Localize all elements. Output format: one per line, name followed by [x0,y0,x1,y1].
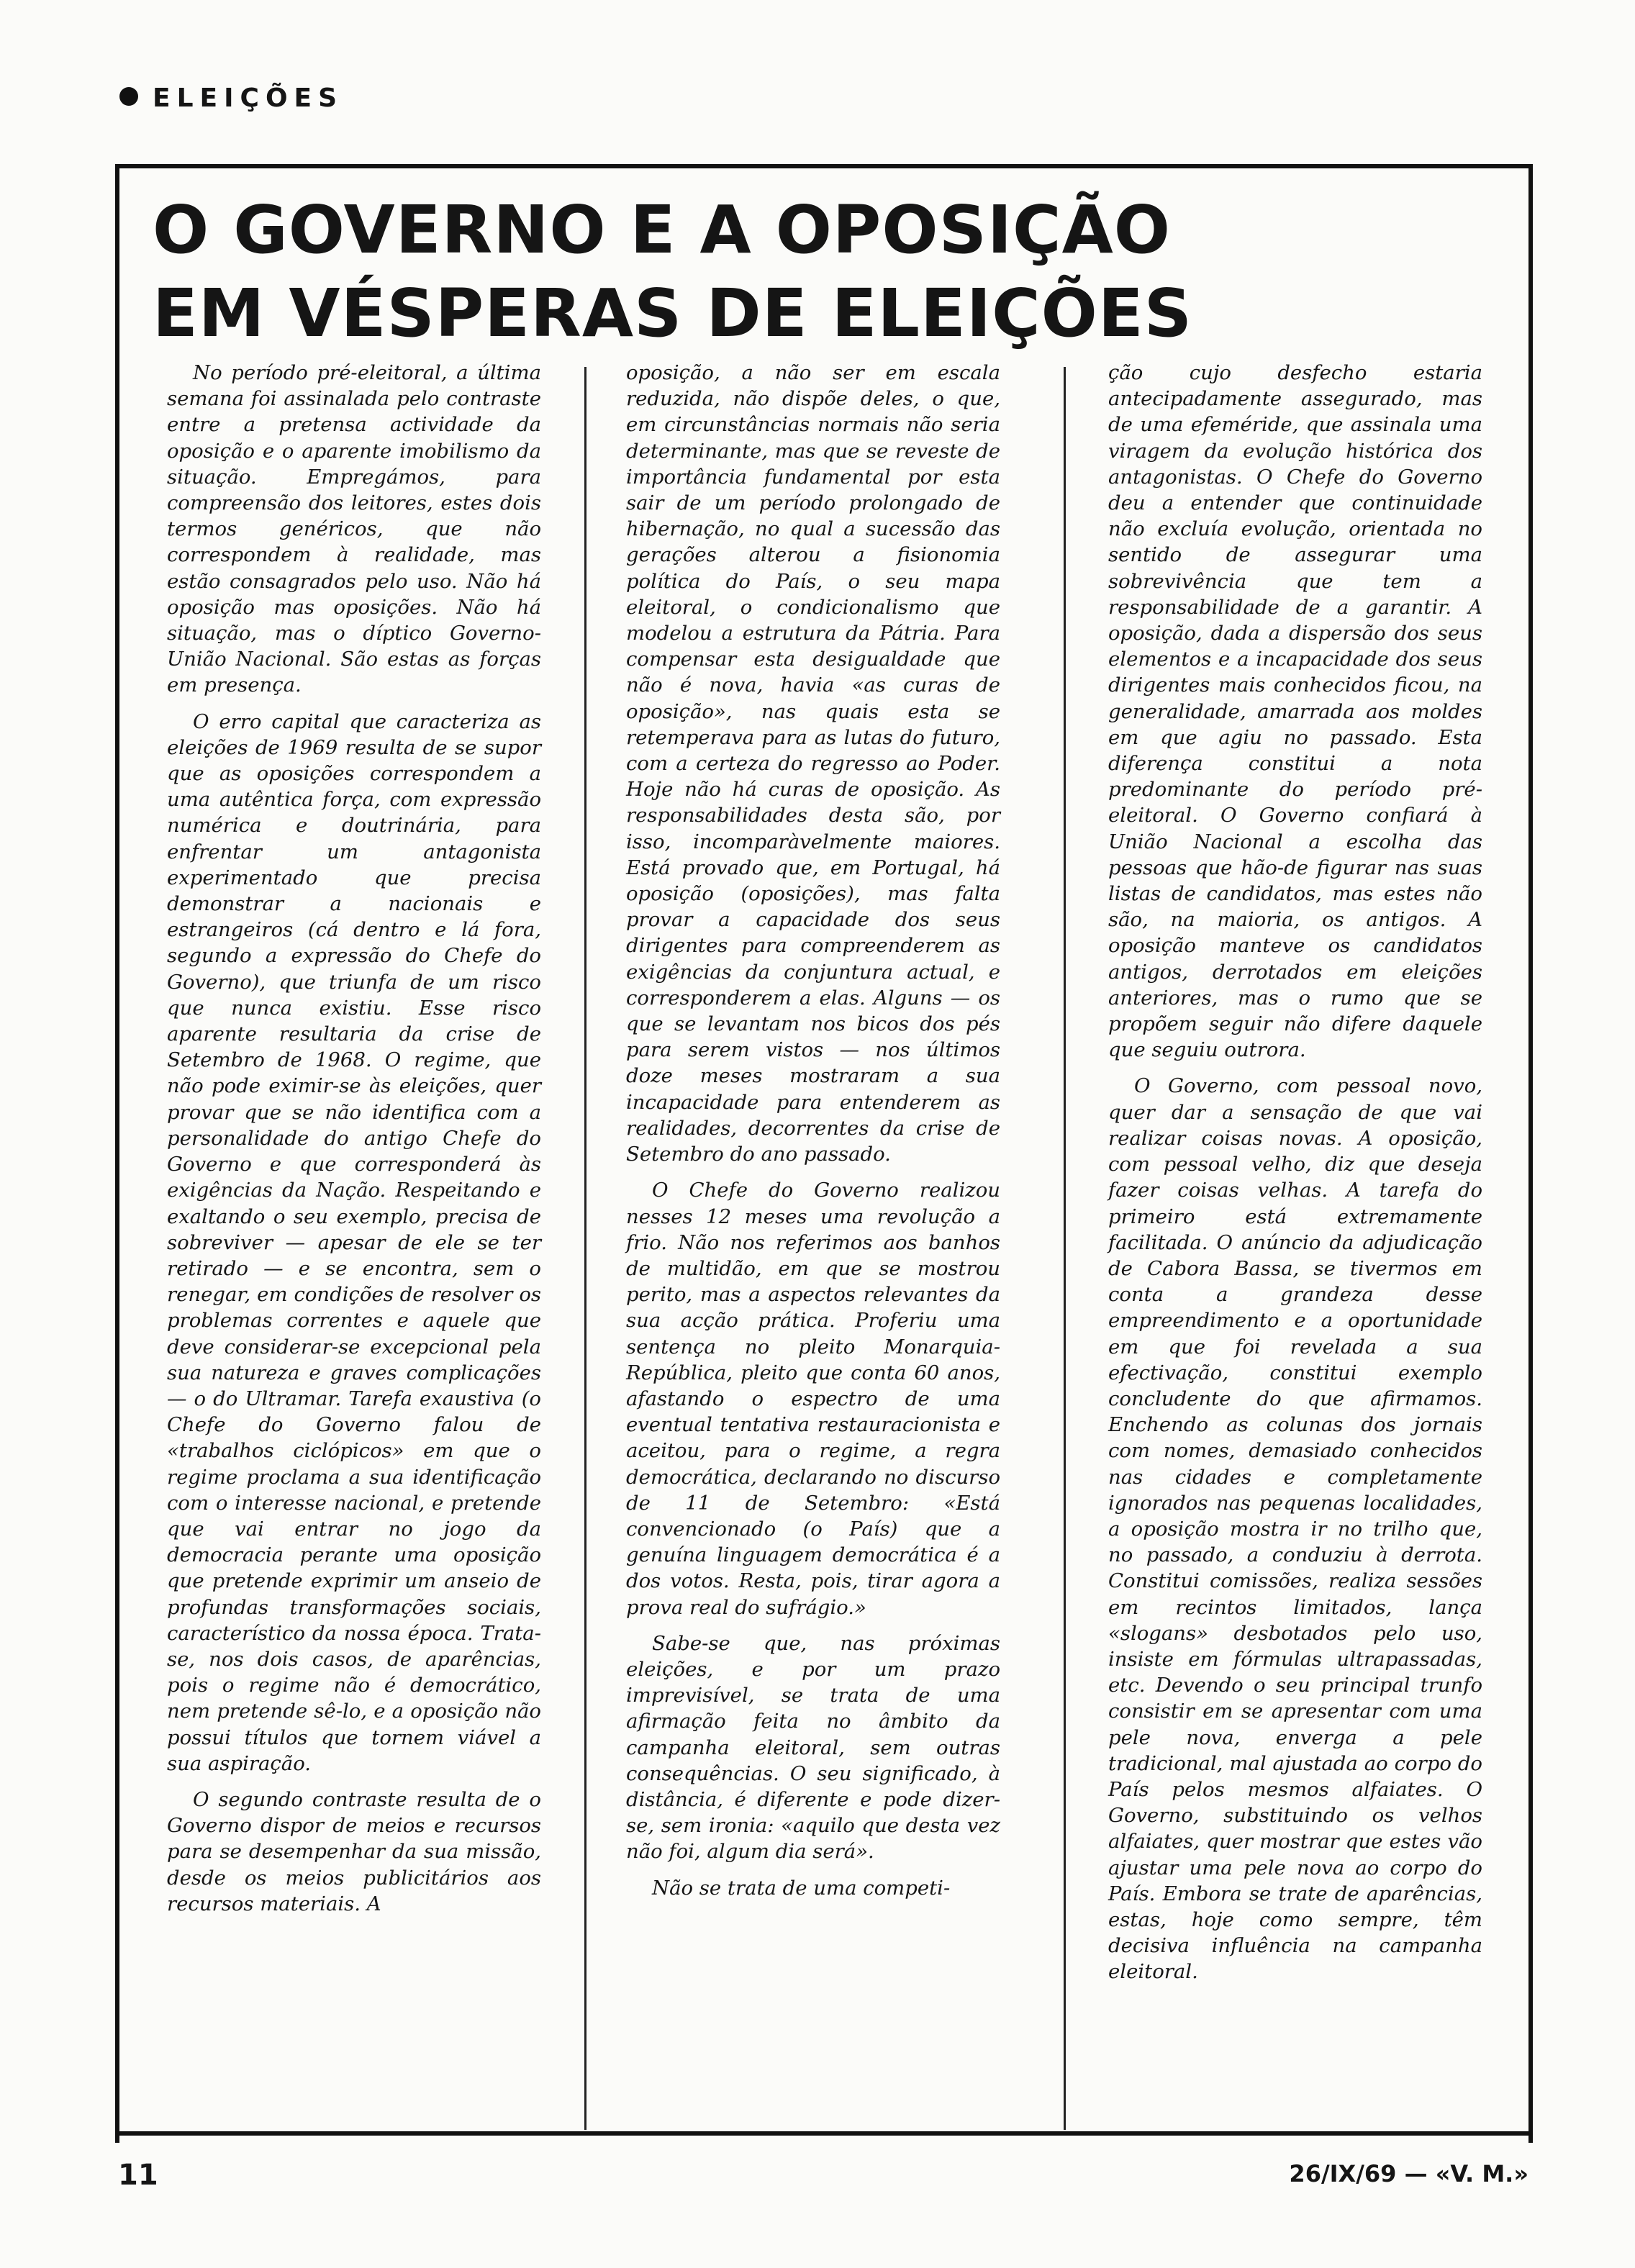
issue-reference: 26/IX/69 — «V. M.» [1289,2160,1528,2187]
paragraph: No período pré-eleitoral, a última semana foi assinalada pelo contraste entre a pretensa actividade da oposição e o aparente imobilismo da situação. Empregámos, para compreensão dos leitores, estes dois termos genéricos, que não correspondem à realidade, mas estão consagrados pelo uso. Não há oposição mas oposições. Não há situação, mas o díptico Governo-União Nacional. São estas as forças em presença. [167,361,541,697]
article-headline [153,189,1520,355]
column-1 [167,360,541,1927]
section-header [119,83,343,113]
column-2 [626,360,1000,1911]
bottom-rule [115,2131,1533,2136]
column-divider [1064,367,1066,2130]
column-3 [1108,360,1482,1995]
headline-line-2: EM VÉSPERAS DE ELEIÇÕES [153,275,1192,352]
paragraph: oposição, a não ser em escala reduzida, não dispõe deles, o que, em circunstâncias normais não seria determinante, mas que se reveste de importância fundamental por esta sair de um período prolongado de hibernação, no qual a sucessão das gerações alterou a fisionomia política do País, o seu mapa eleitoral, o condicionalismo que modelou a estrutura da Pátria. Para compensar esta desigualdade que não é nova, havia «as curas de oposição», nas quais esta se retemperava para as lutas do futuro, com a certeza do regresso ao Poder. Hoje não há curas de oposição. As responsabilidades desta são, por isso, incomparàvelmente maiores. Está provado que, em Portugal, há oposição (oposições), mas falta provar a capacidade dos seus dirigentes para compreenderem as exigências da conjuntura actual, e corresponderem a elas. Alguns — os que se levantam nos bicos dos pés para serem vistos — nos últimos doze meses mostraram a sua incapacidade para entenderem as realidades, decorrentes da crise de Setembro do ano passado. [626,361,1000,1166]
paragraph: O Governo, com pessoal novo, quer dar a sensação de que vai realizar coisas novas. A oposição, com pessoal velho, diz que deseja fazer coisas velhas. A tarefa do primeiro está extremamente facilitada. O anúncio da adjudicação de Cabora Bassa, se tivermos em conta a grandeza desse empreendimento e a oportunidade em que foi revelada a sua efectivação, constitui exemplo concludente do que afirmamos. Enchendo as colunas dos jornais com nomes, demasiado conhecidos nas cidades e completamente ignorados nas pequenas localidades, a oposição mostra ir no trilho que, no passado, a conduziu à derrota. Constitui comissões, realiza sessões em recintos limitados, lança «slogans» desbotados pelo uso, insiste em fórmulas ultrapassadas, etc. Devendo o seu principal trunfo consistir em se apresentar com uma pele nova, enverga a pele tradicional, mal ajustada ao corpo do País pelos mesmos alfaiates. O Governo, substituindo os velhos alfaiates, quer mostrar que estes vão ajustar uma pele nova ao corpo do País. Embora se trate de aparências, estas, hoje como sempre, têm decisiva influência na campanha eleitoral. [1108,1074,1482,1984]
paragraph: O erro capital que caracteriza as eleições de 1969 resulta de se supor que as oposições correspondem a uma autêntica força, com expressão numérica e doutrinária, para enfrentar um antagonista experimentado que precisa demonstrar a nacionais e estrangeiros (cá dentro e lá fora, segundo a expressão do Chefe do Governo), que triunfa de um risco que nunca existiu. Esse risco aparente resultaria da crise de Setembro de 1968. O regime, que não pode eximir-se às eleições, quer provar que se não identifica com a personalidade do antigo Chefe do Governo e que corresponderá às exigências da Nação. Respeitando e exaltando o seu exemplo, precisa de sobreviver — apesar de ele se ter retirado — e se encontra, sem o renegar, em condições de resolver os problemas correntes e aquele que deve considerar-se excepcional pela sua natureza e graves complicações — o do Ultramar. Tarefa exaustiva (o Chefe do Governo falou de «trabalhos ciclópicos» em que o regime proclama a sua identificação com o interesse nacional, e pretende que vai entrar no jogo da democracia perante uma oposição que pretende exprimir um anseio de profundas transformações sociais, característico da nossa época. Trata-se, nos dois casos, de aparências, pois o regime não é democrático, nem pretende sê-lo, e a oposição não possui títulos que tornem viável a sua aspiração. [167,709,541,1775]
paragraph: Sabe-se que, nas próximas eleições, e por um prazo imprevisível, se trata de uma afirmação feita no âmbito da campanha eleitoral, sem outras consequências. O seu significado, à distância, é diferente e pode dizer-se, sem ironia: «aquilo que desta vez não foi, algum dia será». [626,1631,1000,1864]
page-number: 11 [118,2159,158,2192]
section-label: ELEIÇÕES [153,83,344,113]
paragraph: Não se trata de uma competi- [652,1876,951,1900]
headline-line-1: O GOVERNO E A OPOSIÇÃO [153,191,1171,268]
paragraph: O segundo contraste resulta de o Governo dispor de meios e recursos para se desempenhar da sua missão, desde os meios publicitários aos recursos materiais. A [167,1787,541,1915]
paragraph: O Chefe do Governo realizou nesses 12 meses uma revolução a frio. Não nos referimos aos banhos de multidão, em que se mostrou perito, mas a aspectos relevantes da sua acção prática. Proferiu uma sentença no pleito Monarquia-República, pleito que conta 60 anos, afastando o espectro de uma eventual tentativa restauracionista e aceitou, para o regime, a regra democrática, declarando no discurso de 11 de Setembro: «Está convencionado (o País) que a genuína linguagem democrática é a dos votos. Resta, pois, tirar agora a prova real do sufrágio.» [626,1179,1000,1619]
bullet-icon [119,87,138,106]
paragraph: ção cujo desfecho estaria antecipadamente assegurado, mas de uma efeméride, que assinala uma viragem da evolução histórica dos antagonistas. O Chefe do Governo deu a entender que continuidade não excluía evolução, orientada no sentido de assegurar uma sobrevivência que tem a responsabilidade de a garantir. A oposição, dada a dispersão dos seus elementos e a incapacidade dos seus dirigentes mais conhecidos ficou, na generalidade, amarrada aos moldes em que agiu no passado. Esta diferença constitui a nota predominante do período pré-eleitoral. O Governo confiará à União Nacional a escolha das pessoas que hão-de figurar nas suas listas de candidatos, mas estes não são, na maioria, os antigos. A oposição manteve os candidatos antigos, derrotados em eleições anteriores, mas o rumo que se propõem seguir não difere daquele que seguiu outrora. [1108,361,1482,1062]
column-divider [584,367,586,2130]
